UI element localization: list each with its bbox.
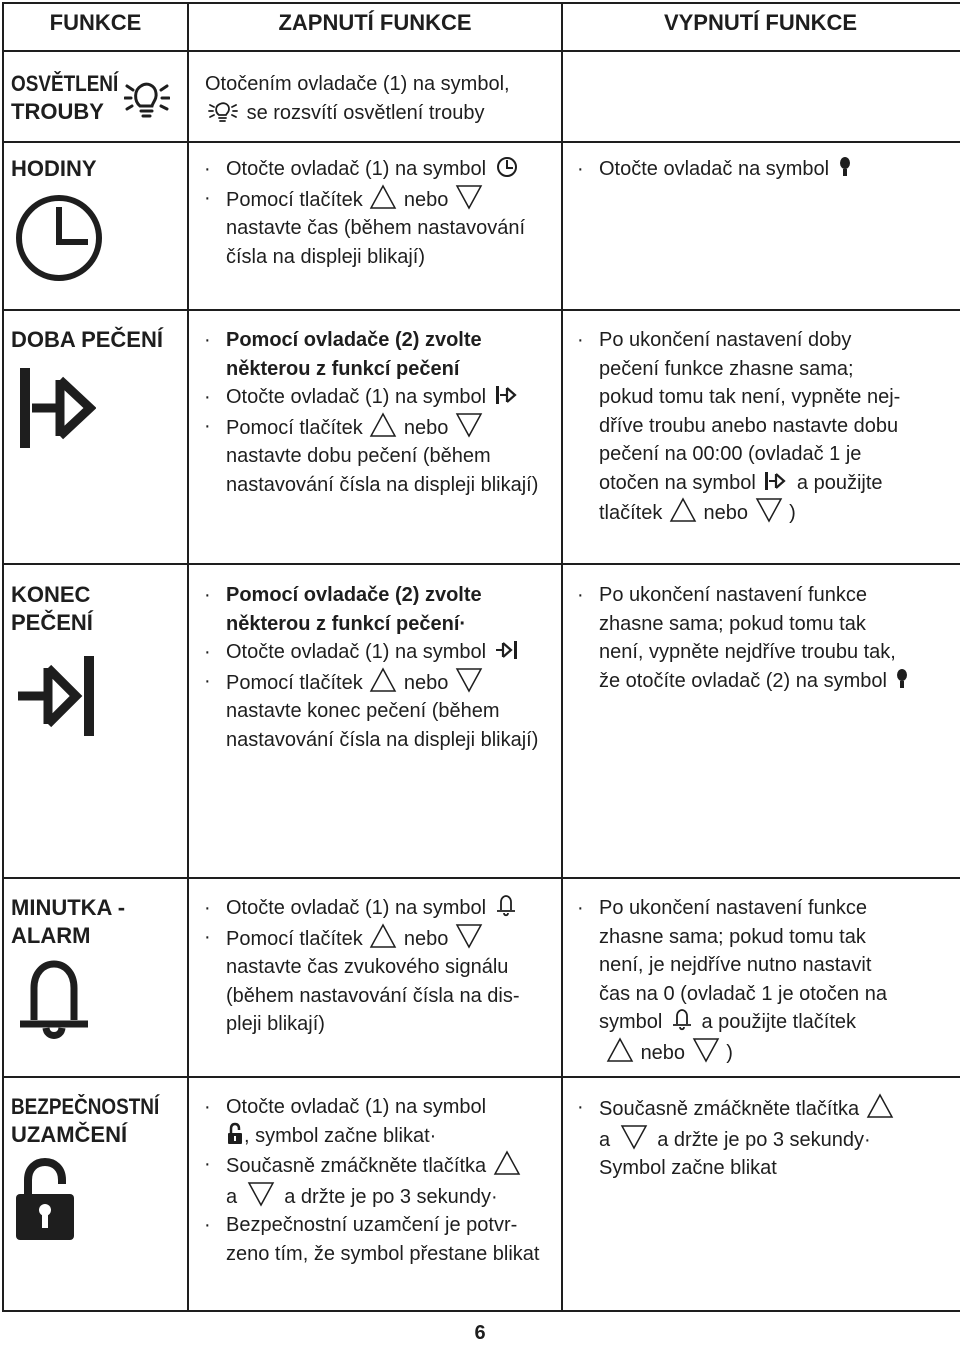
text-line: · Otočte ovladač (1) na symbol xyxy=(226,894,520,923)
text-line: zhasne sama; pokud tomu tak xyxy=(599,612,866,635)
bell-icon xyxy=(14,958,94,1042)
text-line: nastavování čísla na displeji blikají) xyxy=(226,728,539,751)
triangle-down-icon xyxy=(454,923,484,949)
text-line: otočen na symbol a použijte xyxy=(599,469,900,498)
page-number: 6 xyxy=(474,1322,486,1344)
table-border-top xyxy=(2,2,960,4)
padlock-icon xyxy=(14,1158,76,1242)
text-line: · Otočte ovladač (1) na symbol xyxy=(204,1096,487,1118)
table-divider xyxy=(2,563,960,565)
duration-icon xyxy=(761,469,791,493)
text-line: · Bezpečnostní uzamčení je potvr- xyxy=(204,1214,518,1236)
padlock-icon xyxy=(226,1122,244,1146)
text-line: nastavte konec pečení (během xyxy=(226,700,500,722)
off-dot-icon xyxy=(892,667,912,691)
text-line: zhasne sama; pokud tomu tak xyxy=(599,925,866,948)
triangle-down-icon xyxy=(454,667,484,693)
text-line: nebo ) xyxy=(605,1037,887,1068)
text-line: pečení na 00:00 (ovladač 1 je xyxy=(599,443,862,465)
function-name-hodiny: HODINY xyxy=(11,156,97,181)
minutka-off-text xyxy=(577,894,887,1067)
text-line: · Současně zmáčkněte tlačítka xyxy=(599,1093,895,1124)
lightbulb-icon xyxy=(205,99,241,123)
konec-off-text xyxy=(577,581,912,695)
function-name-osvetleni: OSVĚTLENÍ TROUBY xyxy=(11,71,119,124)
text-line: pokud tomu tak není, vypněte nej- xyxy=(599,386,901,408)
text-line: čísla na displeji blikají) xyxy=(226,245,425,268)
text-line: · Pomocí tlačítek nebo xyxy=(226,923,520,954)
header-funkce: FUNKCE xyxy=(49,10,142,35)
text-line: · Otočte ovladač (1) na symbol xyxy=(226,383,538,412)
text-line: nastavte dobu pečení (během xyxy=(226,445,491,467)
doba-on-text xyxy=(204,326,539,499)
text-line: · Po ukončení nastavení funkce xyxy=(577,584,867,606)
text-line: Otočením ovladače (1) na symbol, xyxy=(205,73,510,95)
triangle-down-icon xyxy=(454,184,484,210)
triangle-down-icon xyxy=(691,1037,721,1063)
text-line: (během nastavování čísla na dis- xyxy=(226,984,520,1007)
header-vypnuti: VYPNUTÍ FUNKCE xyxy=(663,10,858,35)
text-line: není, vypněte nejdříve troubu tak, xyxy=(599,641,896,663)
text-line: některou z funkcí pečení xyxy=(226,357,460,380)
lightbulb-icon xyxy=(124,76,170,120)
function-name-minutka: MINUTKA - ALARM xyxy=(11,895,126,948)
triangle-down-icon xyxy=(754,497,784,523)
text-line: a a držte je po 3 sekundy· xyxy=(599,1124,895,1155)
bell-icon xyxy=(668,1008,696,1032)
text-line: nastavte čas zvukového signálu xyxy=(226,956,509,978)
text-line: · Po ukončení nastavení doby xyxy=(577,329,852,351)
function-name-doba: DOBA PEČENÍ xyxy=(11,327,163,352)
table-column-divider xyxy=(561,2,563,1312)
triangle-up-icon xyxy=(368,923,398,949)
text-line: pleji blikají) xyxy=(226,1013,325,1035)
text-line: · Po ukončení nastavení funkce xyxy=(577,897,867,919)
text-line: že otočíte ovladač (2) na symbol xyxy=(599,667,912,696)
text-line: · Pomocí ovladače (2) zvolte xyxy=(204,584,482,606)
table-divider xyxy=(2,309,960,311)
clock-icon xyxy=(492,155,522,179)
clock-icon xyxy=(14,193,104,283)
off-dot-icon xyxy=(835,155,855,179)
text-line: · Otočte ovladač (1) na symbol xyxy=(226,155,525,184)
text-line: · Pomocí tlačítek nebo xyxy=(226,184,525,215)
doba-off-text xyxy=(577,326,901,528)
end-time-icon xyxy=(16,654,98,738)
text-line: nastavte čas (během nastavování xyxy=(226,217,526,239)
duration-icon xyxy=(492,383,522,407)
bell-icon xyxy=(492,894,520,918)
triangle-down-icon xyxy=(616,1124,652,1150)
text-line: tlačítek nebo ) xyxy=(599,497,900,528)
table-divider xyxy=(2,1076,960,1078)
konec-on-text xyxy=(204,581,539,754)
text-line: · Současně zmáčkněte tlačítka xyxy=(226,1150,539,1181)
table-divider xyxy=(2,877,960,879)
text-line: a a držte je po 3 sekundy· xyxy=(226,1181,539,1212)
text-line: symbol a použijte tlačítek xyxy=(599,1008,887,1037)
hodiny-off-text xyxy=(577,155,855,184)
text-line: · Pomocí tlačítek nebo xyxy=(226,667,538,698)
text-line: není, je nejdříve nutno nastavit xyxy=(599,954,872,976)
header-zapnuti: ZAPNUTÍ FUNKCE xyxy=(278,10,472,35)
text-line: zeno tím, že symbol přestane blikat xyxy=(226,1242,540,1265)
triangle-down-icon xyxy=(454,412,484,438)
minutka-on-text xyxy=(204,894,520,1039)
osvetleni-on-text xyxy=(205,70,510,127)
text-line: dříve troubu anebo nastavte dobu xyxy=(599,414,899,437)
table-divider xyxy=(2,50,960,52)
duration-icon xyxy=(16,366,96,450)
table-column-divider xyxy=(187,2,189,1312)
text-line: Symbol začne blikat xyxy=(599,1157,777,1179)
table-border-bottom xyxy=(2,1310,960,1312)
text-line: se rozsvítí osvětlení trouby xyxy=(205,99,510,128)
triangle-up-icon xyxy=(368,184,398,210)
text-line: · Otočte ovladač (1) na symbol xyxy=(226,638,538,667)
text-line: , symbol začne blikat· xyxy=(226,1122,539,1151)
text-line: · Pomocí tlačítek nebo xyxy=(226,412,538,443)
table-border-left xyxy=(2,2,4,1312)
end-time-icon xyxy=(492,638,522,662)
triangle-up-icon xyxy=(368,667,398,693)
text-line: nastavování čísla na displeji blikají) xyxy=(226,473,539,496)
function-name-zamek: BEZPEČNOSTNÍ UZAMČENÍ xyxy=(11,1094,160,1147)
text-line: čas na 0 (ovladač 1 je otočen na xyxy=(599,982,887,1005)
text-line: · Otočte ovladač na symbol xyxy=(599,155,855,184)
text-line: některou z funkcí pečení· xyxy=(226,612,467,635)
triangle-up-icon xyxy=(492,1150,522,1176)
text-line: pečení funkce zhasne sama; xyxy=(599,357,854,380)
triangle-up-icon xyxy=(605,1037,635,1063)
triangle-up-icon xyxy=(668,497,698,523)
triangle-up-icon xyxy=(368,412,398,438)
triangle-down-icon xyxy=(243,1181,279,1207)
zamek-on-text xyxy=(204,1093,540,1268)
zamek-off-text xyxy=(577,1093,895,1183)
hodiny-on-text xyxy=(204,155,526,271)
text-line: · Pomocí ovladače (2) zvolte xyxy=(204,329,482,351)
function-name-konec: KONEC PEČENÍ xyxy=(11,582,93,635)
triangle-up-icon xyxy=(865,1093,895,1119)
table-divider xyxy=(2,141,960,143)
